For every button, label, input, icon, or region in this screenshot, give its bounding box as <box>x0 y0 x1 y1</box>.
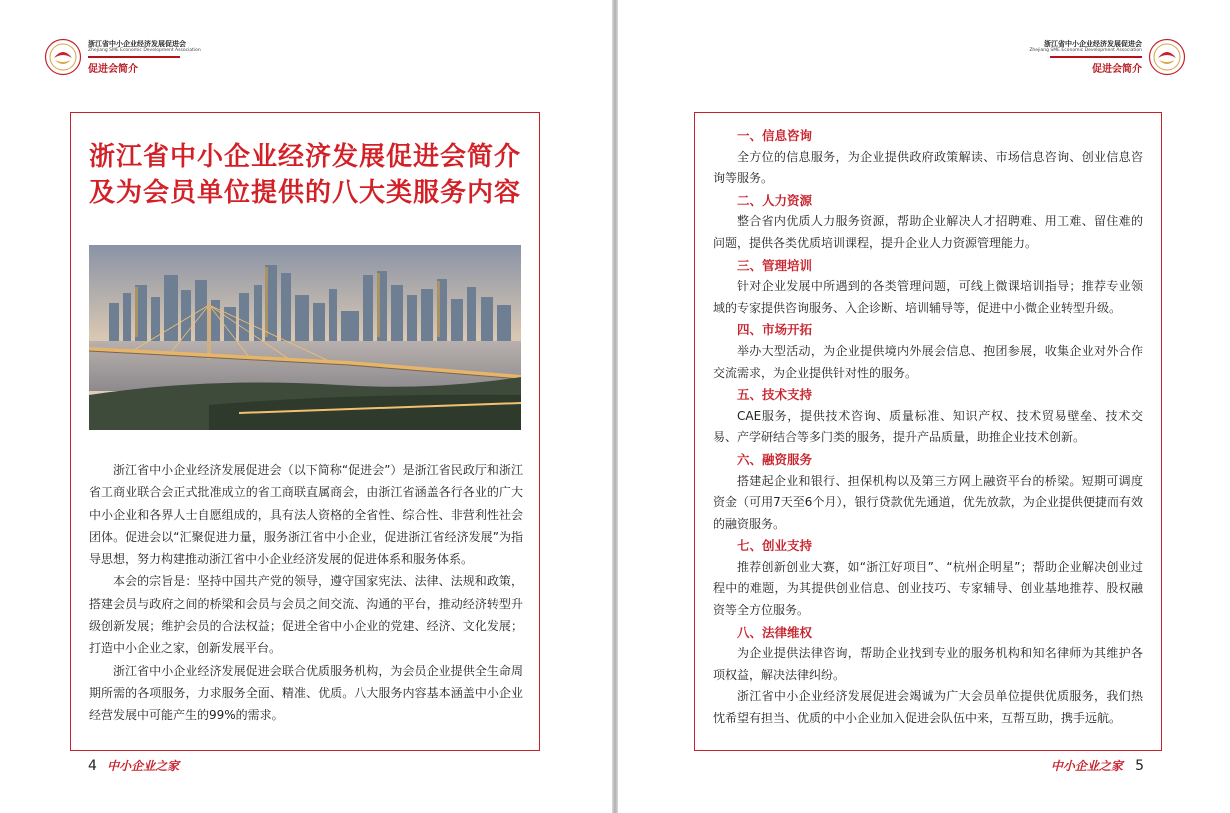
header-section-label: 促进会简介 <box>88 63 138 75</box>
service-text: 整合省内优质人力服务资源，帮助企业解决人才招聘难、用工难、留住难的问题，提供各类优质培训课程，提升企业人力资源管理能力。 <box>713 214 1143 250</box>
city-skyline-photo <box>89 245 521 430</box>
header-section-label: 促进会简介 <box>1092 63 1142 75</box>
intro-text <box>89 459 523 727</box>
association-logo-icon <box>1148 38 1186 76</box>
service-title: 七、创业支持 <box>737 538 813 554</box>
service-item <box>713 449 1143 535</box>
service-text: 为企业提供法律咨询，帮助企业找到专业的服务机构和知名律师为其维护各项权益，解决法律纠纷。 <box>713 646 1143 682</box>
service-title: 六、融资服务 <box>737 451 813 467</box>
magazine-name: 中小企业之家 <box>1050 759 1123 773</box>
service-text: CAE服务，提供技术咨询、质量标准、知识产权、技术贸易壁垒、技术交易、产学研结合等多门类的服务，提升产品质量，助推企业技术创新。 <box>713 408 1143 445</box>
title-line-2: 及为会员单位提供的八大类服务内容 <box>88 178 521 208</box>
service-text: 举办大型活动，为企业提供境内外展会信息、抱团参展，收集企业对外合作交流需求，为企业提供针对性的服务。 <box>713 343 1143 380</box>
service-title: 二、人力资源 <box>737 192 813 208</box>
content-frame <box>70 112 540 751</box>
service-title: 四、市场开拓 <box>737 322 813 338</box>
association-logo-icon <box>44 38 82 76</box>
service-text: 针对企业发展中所遇到的各类管理问题，可线上微课培训指导；推荐专业领域的专家提供咨询服务、入企诊断、培训辅导等，促进中小微企业转型升级。 <box>713 279 1143 315</box>
service-item <box>713 125 1143 190</box>
service-title: 八、法律维权 <box>737 624 813 640</box>
page-footer <box>1051 757 1144 774</box>
service-title: 三、管理培训 <box>737 257 813 273</box>
page-number: 5 <box>1135 758 1144 774</box>
header-rule <box>1050 56 1142 58</box>
service-text: 全方位的信息服务，为企业提供政府政策解读、市场信息咨询、创业信息咨询等服务。 <box>713 149 1143 186</box>
page-title <box>71 139 539 211</box>
header-org-name-en: Zhejiang SME Economic Development Association <box>88 48 201 53</box>
service-text: 搭建起企业和银行、担保机构以及第三方网上融资平台的桥梁。短期可调度资金（可用7天至6个月），银行贷款优先通道，优先放款，为企业提供便捷而有效的融资服务。 <box>713 473 1143 531</box>
content-frame <box>694 112 1162 751</box>
service-text: 推荐创新创业大赛，如“浙江好项目”、“杭州企明星”；帮助企业解决创业过程中的难题，为其提供创业信息、创业技巧、专家辅导、创业基地推荐、股权融资等全方位服务。 <box>713 559 1143 618</box>
title-line-1: 浙江省中小企业经济发展促进会简介 <box>88 142 521 172</box>
header-org-name: 浙江省中小企业经济发展促进会 <box>1044 40 1142 48</box>
service-item <box>713 535 1143 621</box>
magazine-name: 中小企业之家 <box>107 759 180 773</box>
header-rule <box>88 56 180 58</box>
service-title: 一、信息咨询 <box>737 128 813 143</box>
left-page <box>0 0 612 813</box>
page-number: 4 <box>88 758 97 774</box>
intro-paragraph: 浙江省中小企业经济发展促进会（以下简称“促进会”）是浙江省民政厅和浙江省工商业联合会正式批准成立的省工商联直属商会，由浙江省涵盖各行各业的广大中小企业和各界人士自愿组成的，具有法人资格的全省性、综合性、非营利性社会团体。促进会以“汇聚促进力量，服务浙江省中小企业，促进浙江省经济发展”为指导思想，努力构建推动浙江省中小企业经济发展的促进体系和服务体系。 <box>89 463 523 567</box>
service-item <box>713 319 1143 384</box>
service-item <box>713 384 1143 449</box>
service-item <box>713 190 1143 255</box>
closing-paragraph: 浙江省中小企业经济发展促进会竭诚为广大会员单位提供优质服务，我们热忱希望有担当、优质的中小企业加入促进会队伍中来，互帮互助，携手远航。 <box>713 689 1143 726</box>
service-item <box>713 622 1143 687</box>
right-page <box>618 0 1230 813</box>
intro-paragraph: 浙江省中小企业经济发展促进会联合优质服务机构，为会员企业提供全生命周期所需的各项服务，力求服务全面、精准、优质。八大服务内容基本涵盖中小企业经营发展中可能产生的99%的需求。 <box>89 663 523 723</box>
intro-paragraph: 本会的宗旨是：坚持中国共产党的领导，遵守国家宪法、法律、法规和政策，搭建会员与政府之间的桥梁和会员与会员之间交流、沟通的平台，推动经济转型升级创新发展；维护会员的合法权益；促进全省中小企业的党建、经济、文化发展；打造中小企业之家，创新发展平台。 <box>89 574 523 656</box>
service-title: 五、技术支持 <box>737 387 813 403</box>
services-list <box>713 125 1143 730</box>
page-footer <box>88 757 179 774</box>
service-item <box>713 255 1143 320</box>
header-org-name: 浙江省中小企业经济发展促进会 <box>88 40 186 48</box>
header-org-name-en: Zhejiang SME Economic Development Association <box>1029 48 1142 53</box>
